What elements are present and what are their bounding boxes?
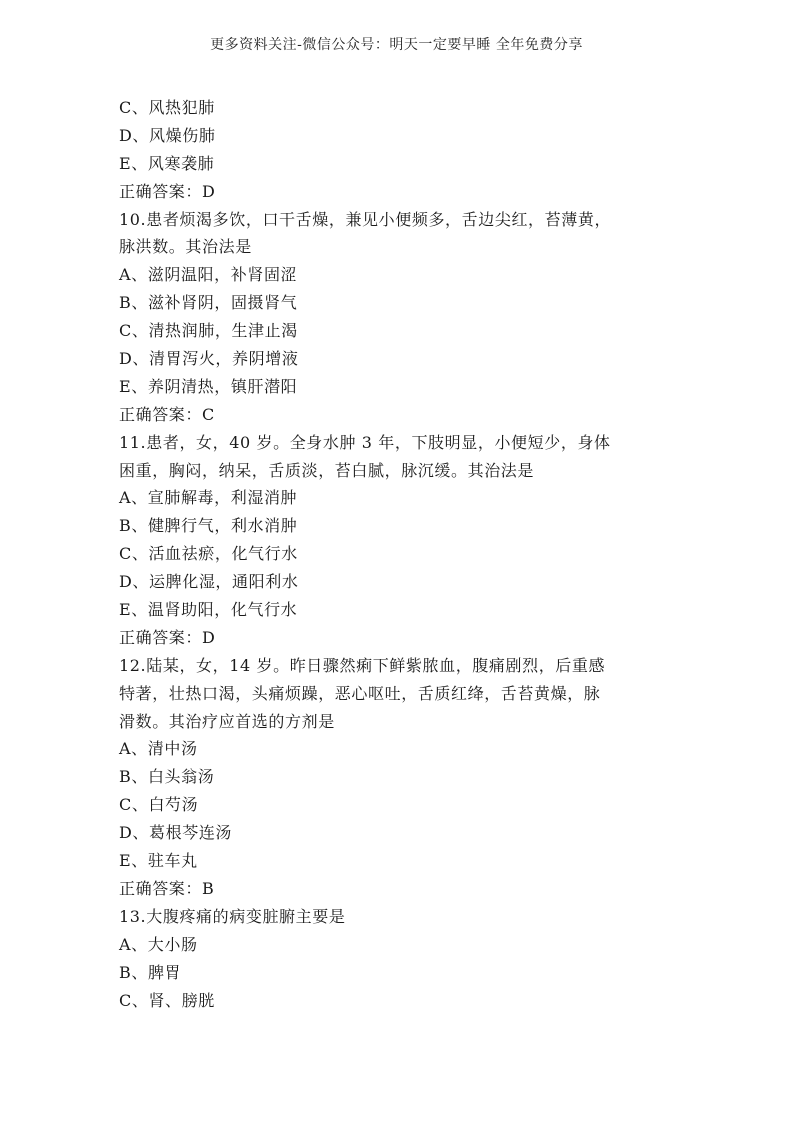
option-line: B、滋补肾阴，固摄肾气 [119, 293, 298, 313]
answer-line: 正确答案：C [119, 404, 215, 424]
question-line: 13.大腹疼痛的病变脏腑主要是 [119, 906, 346, 926]
question-stem [119, 206, 679, 262]
option-line: C、风热犯肺 [119, 98, 215, 117]
option-line: B、脾胃 [119, 962, 182, 982]
option-line: C、肾、膀胱 [119, 990, 215, 1010]
question-line: 特著，壮热口渴，头痛烦躁，恶心呕吐，舌质红绛，舌苔黄燥，脉 [119, 683, 601, 703]
option-line: C、活血祛瘀，化气行水 [119, 544, 298, 564]
option-line: A、清中汤 [119, 739, 198, 759]
question-line: 12.陆某，女，14 岁。昨日骤然痢下鲜紫脓血，腹痛剧烈，后重感 [119, 655, 606, 675]
question-line: 滑数。其治疗应首选的方剂是 [119, 711, 335, 731]
option-line: B、白头翁汤 [119, 767, 215, 787]
option-line: C、白芍汤 [119, 795, 199, 815]
answer-line: 正确答案：D [119, 181, 216, 201]
option-line: D、风燥伤肺 [119, 125, 216, 145]
option-line: E、驻车丸 [119, 851, 198, 871]
question-line: 脉洪数。其治法是 [119, 237, 252, 257]
option-line: A、宣肺解毒，利湿消肿 [119, 488, 298, 508]
option-line: A、大小肠 [119, 934, 198, 954]
option-line: D、运脾化湿，通阳利水 [119, 572, 299, 592]
option-line: B、健脾行气，利水消肿 [119, 516, 298, 536]
question-stem [119, 652, 679, 736]
question-line: 10.患者烦渴多饮，口干舌燥，兼见小便频多，舌边尖红，苔薄黄， [119, 209, 612, 229]
document-body [119, 94, 679, 1014]
option-line: A、滋阴温阳，补肾固涩 [119, 265, 298, 285]
option-line: C、清热润肺，生津止渴 [119, 321, 298, 341]
question-line: 困重，胸闷，纳呆，舌质淡，苔白腻，脉沉缓。其治法是 [119, 460, 535, 480]
question-stem [119, 429, 679, 485]
option-line: D、葛根芩连汤 [119, 823, 233, 843]
option-line: E、养阴清热，镇肝潜阳 [119, 376, 298, 396]
answer-line: 正确答案：B [119, 878, 215, 898]
question-stem [119, 903, 679, 931]
answer-line: 正确答案：D [119, 627, 216, 647]
question-line: 11.患者，女，40 岁。全身水肿 3 年，下肢明显，小便短少，身体 [119, 432, 611, 452]
page-header: 更多资料关注-微信公众号：明天一定要早睡 全年免费分享 [210, 37, 583, 53]
option-line: E、温肾助阳，化气行水 [119, 600, 298, 620]
option-line: E、风寒袭肺 [119, 153, 215, 173]
option-line: D、清胃泻火，养阴增液 [119, 349, 299, 369]
